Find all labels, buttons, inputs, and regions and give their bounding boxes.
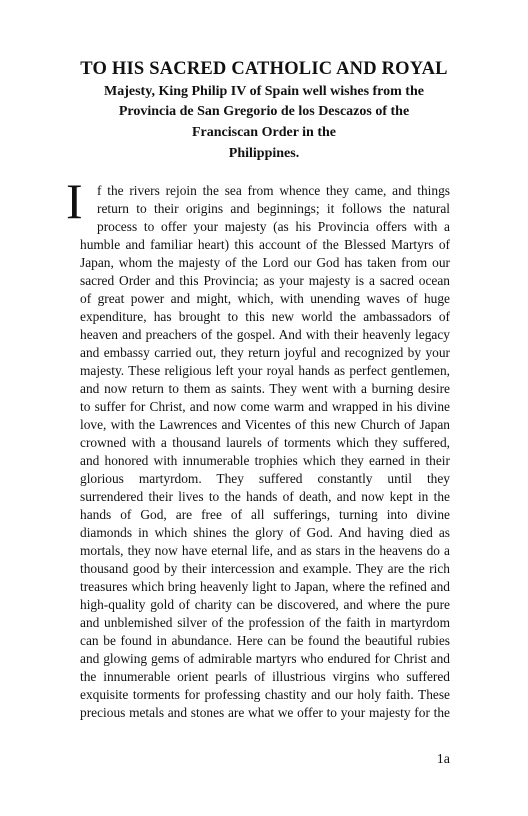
body-line: crowned with a thousand laurels of torments which they suffered, (80, 435, 450, 450)
body-line: love, with the Lawrences and Vicentes of this new Church of Japan (80, 417, 450, 432)
body-line: glorious martyrdom. They suffered constantly until they (80, 471, 450, 486)
body-line: Japan, whom the majesty of the Lord our God has taken from our (80, 255, 450, 270)
body-line: to suffer for Christ, and now come warm and wrapped in his divine (80, 399, 450, 414)
body-line: and now return to them as saints. They went with a burning desire (80, 381, 450, 396)
dedication-subtitle-line-3: Franciscan Order in the (191, 125, 336, 140)
body-line: of great power and might, which, with unending waves of huge (80, 291, 450, 306)
body-line: and embassy carried out, they return joyful and recognized by your (80, 345, 450, 360)
body-line: expenditure, has brought to this new world the ambassadors of (80, 309, 450, 324)
body-line: sacred Order and this Provincia; as your majesty is a sacred ocean (80, 273, 450, 288)
dedication-subtitle-line-1: Majesty, King Philip IV of Spain well wishes from the (104, 84, 424, 99)
body-line: heaven and preachers of the gospel. And with their heavenly legacy (80, 327, 450, 342)
body-line: mortals, they now have eternal life, and as stars in the heavens do a (80, 543, 450, 558)
page-number: 1a (436, 752, 450, 767)
body-line: can be found in abundance. Here can be found the beautiful rubies (80, 633, 450, 648)
body-line: return to their origins and beginnings; it follows the natural (97, 201, 450, 216)
dedication-subtitle-line-2: Provincia de San Gregorio de los Descazos of the (118, 104, 410, 119)
body-line: f the rivers rejoin the sea from whence they came, and things (97, 183, 450, 198)
dedication-title: TO HIS SACRED CATHOLIC AND ROYAL (80, 59, 448, 79)
body-line: the innumerable orient pearls of illustrious virgins who suffered (80, 669, 450, 684)
body-line: thousand good by their intercession and example. They are the rich (80, 561, 450, 576)
body-line: hands of God, are free of all sufferings, turning into divine (80, 507, 450, 522)
body-line: and glowing gems of admirable martyrs who endured for Christ and (80, 651, 450, 666)
dedication-subtitle-line-4: Philippines. (228, 146, 300, 161)
body-line: majesty. These religious left your royal hands as perfect gentlemen, (80, 363, 450, 378)
body-line: process to offer your majesty (as his Provincia offers with a (97, 219, 450, 234)
drop-cap-letter: I (66, 173, 83, 229)
body-line: surrendered their lives to the hands of death, and now kept in the (80, 489, 450, 504)
body-line: and unblemished silver of the profession of the faith in martyrdom (80, 615, 450, 630)
body-line: and honored with innumerable trophies which they earned in their (80, 453, 450, 468)
body-line: diamonds in which shines the glory of God. And having died as (80, 525, 450, 540)
body-line: high-quality gold of charity can be discovered, and where the pure (80, 597, 450, 612)
body-line: humble and familiar heart) this account of the Blessed Martyrs of (80, 237, 450, 252)
body-line: exquisite torments for professing chastity and our holy faith. These (80, 687, 450, 702)
body-line: treasures which bring heavenly light to Japan, where the refined and (80, 579, 450, 594)
body-line: precious metals and stones are what we offer to your majesty for the (80, 705, 450, 720)
